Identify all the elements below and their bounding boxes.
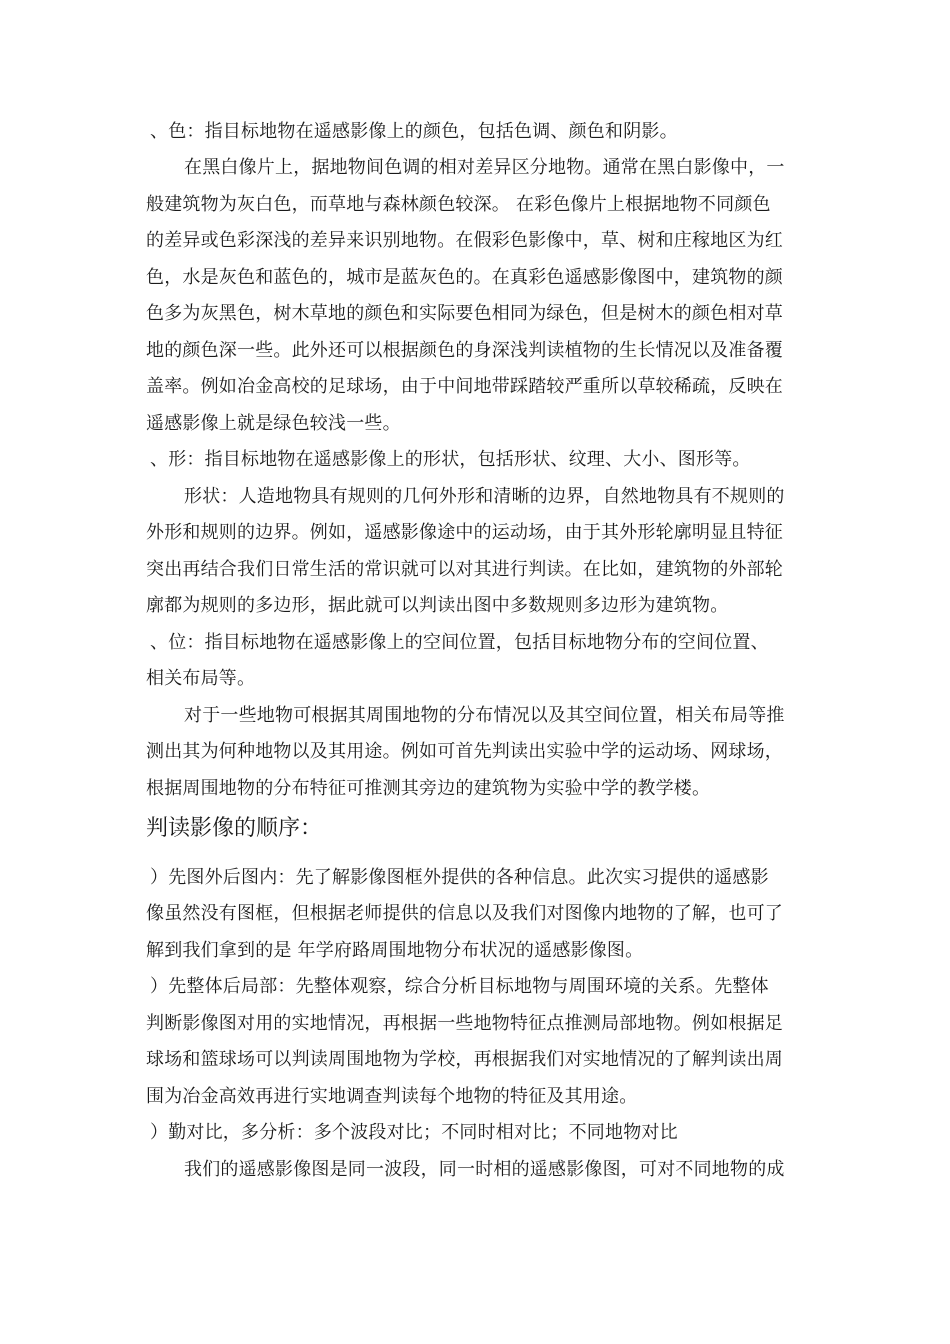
paragraph-line: 突出再结合我们日常生活的常识就可以对其进行判读。在比如，建筑物的外部轮	[146, 559, 783, 580]
paragraph-line: ）先整体后局部：先整体观察，综合分析目标地物与周围环境的关系。先整体	[150, 976, 769, 997]
paragraph-line: 像虽然没有图框，但根据老师提供的信息以及我们对图像内地物的了解，也可了	[146, 903, 783, 924]
paragraph-line: ）先图外后图内：先了解影像图框外提供的各种信息。此次实习提供的遥感影	[150, 867, 769, 888]
paragraph-line: 相关布局等。	[146, 668, 256, 689]
paragraph-line: 盖率。例如冶金高校的足球场，由于中间地带踩踏较严重所以草较稀疏，反映在	[146, 376, 783, 397]
paragraph-line: 色，水是灰色和蓝色的，城市是蓝灰色的。在真彩色遥感影像图中，建筑物的颜	[146, 267, 783, 288]
paragraph-line: 般建筑物为灰白色，而草地与森林颜色较深。 在彩色像片上根据地物不同颜色	[146, 194, 771, 215]
paragraph-line: 围为冶金高效再进行实地调查判读每个地物的特征及其用途。	[146, 1086, 638, 1107]
paragraph-line: 根据周围地物的分布特征可推测其旁边的建筑物为实验中学的教学楼。	[146, 778, 711, 799]
paragraph-line: 地的颜色深一些。此外还可以根据颜色的身深浅判读植物的生长情况以及准备覆	[146, 340, 783, 361]
paragraph-line: 、位：指目标地物在遥感影像上的空间位置，包括目标地物分布的空间位置、	[150, 632, 769, 653]
paragraph-line: 测出其为何种地物以及其用途。例如可首先判读出实验中学的运动场、网球场，	[146, 741, 783, 762]
paragraph-line: 解到我们拿到的是 年学府路周围地物分布状况的遥感影像图。	[146, 940, 644, 961]
paragraph-line: 遥感影像上就是绿色较浅一些。	[146, 413, 401, 434]
section-heading: 判读影像的顺序：	[146, 816, 323, 841]
paragraph-line: 在黑白像片上，据地物间色调的相对差异区分地物。通常在黑白影像中，一	[184, 157, 785, 178]
paragraph-line: 外形和规则的边界。例如，遥感影像途中的运动场，由于其外形轮廓明显且特征	[146, 522, 783, 543]
paragraph-line: ）勤对比，多分析：多个波段对比；不同时相对比；不同地物对比	[150, 1122, 678, 1143]
paragraph-line: 球场和篮球场可以判读周围地物为学校，再根据我们对实地情况的了解判读出周	[146, 1049, 783, 1070]
paragraph-line: 判断影像图对用的实地情况，再根据一些地物特征点推测局部地物。例如根据足	[146, 1013, 783, 1034]
paragraph-line: 对于一些地物可根据其周围地物的分布情况以及其空间位置，相关布局等推	[184, 705, 785, 726]
paragraph-line: 廓都为规则的多边形，据此就可以判读出图中多数规则多边形为建筑物。	[146, 595, 729, 616]
paragraph-line: 的差异或色彩深浅的差异来识别地物。在假彩色影像中，草、树和庄稼地区为红	[146, 230, 783, 251]
paragraph-line: 、形：指目标地物在遥感影像上的形状，包括形状、纹理、大小、图形等。	[150, 449, 751, 470]
paragraph-line: 色多为灰黑色，树木草地的颜色和实际要色相同为绿色，但是树木的颜色相对草	[146, 303, 783, 324]
paragraph-line: 、色：指目标地物在遥感影像上的颜色，包括色调、颜色和阴影。	[150, 121, 678, 142]
paragraph-line: 形状：人造地物具有规则的几何外形和清晰的边界，自然地物具有不规则的	[184, 486, 785, 507]
paragraph-line: 我们的遥感影像图是同一波段，同一时相的遥感影像图，可对不同地物的成	[184, 1159, 785, 1180]
